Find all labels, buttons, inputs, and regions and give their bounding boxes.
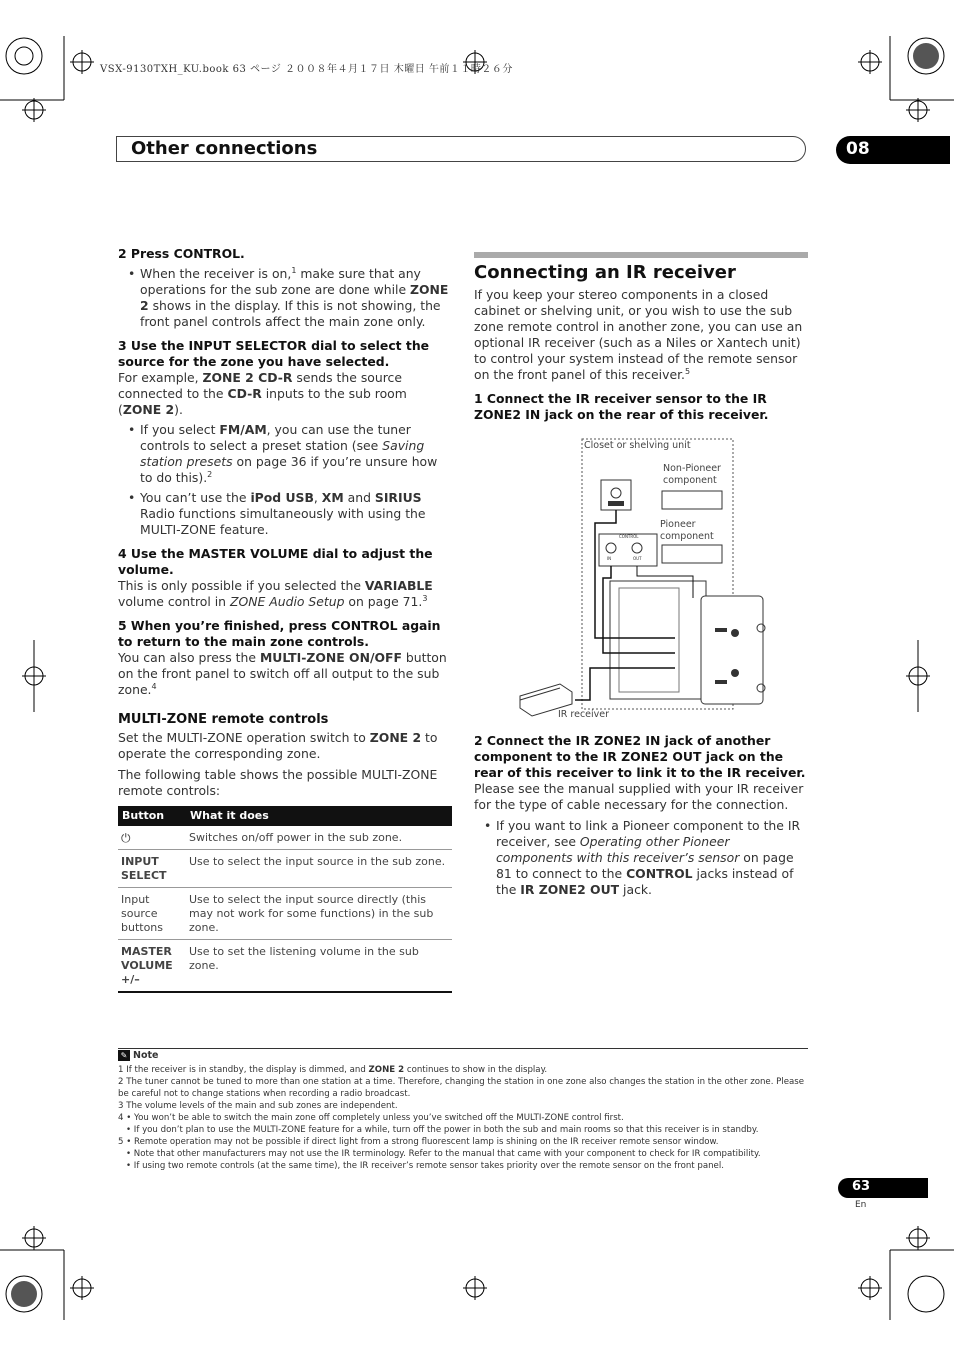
row-button: MASTER VOLUME +/–	[118, 940, 186, 993]
step2-bullet	[118, 266, 452, 330]
text: Pioneer	[660, 519, 696, 530]
ir-step2-title: 2 Connect the IR ZONE2 IN jack of another component to the IR ZONE2 OUT jack on the rear of this receiver to link it to the IR receiver.	[474, 733, 806, 780]
bold-text: SIRIUS	[374, 490, 422, 505]
text: This is only possible if you selected the	[118, 578, 365, 593]
note-3: 3 The volume levels of the main and sub zones are independent.	[118, 1101, 398, 1111]
text: You can also press the	[118, 650, 260, 665]
para1	[118, 730, 452, 762]
text: inputs to the sub room (	[118, 386, 407, 417]
connection-diagram	[515, 438, 775, 720]
label-control: CONTROL	[619, 534, 639, 539]
row-button: Input source buttons	[118, 888, 186, 940]
text: , you can use the tuner controls to select a preset station (see	[140, 422, 411, 453]
left-column	[118, 246, 452, 993]
footnote-ref: 3	[422, 593, 428, 603]
bold-text: CD-R	[227, 386, 262, 401]
bold-text: ZONE 2	[368, 1065, 405, 1075]
ir-step1-title: 1 Connect the IR receiver sensor to the IR ZONE2 IN jack on the rear of this receiver.	[474, 391, 769, 422]
ir-step2-text: Please see the manual supplied with your IR receiver for the type of cable necessary for the connection.	[474, 781, 804, 812]
section-rule	[474, 252, 808, 258]
text: on page 81 to connect to the	[496, 850, 794, 881]
text: component	[663, 475, 717, 486]
note-5c: • If using two remote controls (at the same time), the IR receiver’s remote sensor takes priority over the remote sensor on the front panel.	[126, 1161, 724, 1171]
note-5b: • Note that other manufacturers may not use the IR terminology. Refer to the manual that came with your component to check for IR compatibility.	[126, 1149, 761, 1159]
text: on page 71.	[344, 594, 423, 609]
label-out: OUT	[633, 556, 642, 561]
text: If you select	[140, 422, 220, 437]
text: If you keep your stereo components in a closed cabinet or shelving unit, or you wish to use the sub zone remote control in another zone, you can use an optional IR receiver (such as a Niles or Xantech unit) to control your system instead of the remote sensor on the front panel of this receiver.	[474, 287, 803, 382]
text: shows in the display. If this is not showing, the front panel controls affect the main zone only.	[140, 298, 441, 329]
note-2: 2 The tuner cannot be tuned to more than one station at a time. Therefore, changing the station in one zone also changes the station in the other zone. Please be careful not to change stations when recording a radio broadcast.	[118, 1077, 805, 1099]
intro-text	[474, 287, 808, 383]
bold-text: ZONE 2	[140, 282, 449, 313]
row-desc: Use to select the input source in the sub zone.	[186, 850, 452, 888]
text: If you want to link a Pioneer component to the IR receiver, see	[496, 818, 801, 849]
text: on page 36 if you’re unsure how to do this).	[140, 454, 438, 485]
step2-title: 2 Press CONTROL.	[118, 246, 245, 261]
text: to operate the corresponding zone.	[118, 730, 438, 761]
label-in: IN	[607, 556, 612, 561]
para2: The following table shows the possible MULTI-ZONE remote controls:	[118, 767, 438, 798]
row-desc: Switches on/off power in the sub zone.	[186, 826, 452, 850]
col-button: Button	[118, 806, 186, 826]
text: Set the MULTI-ZONE operation switch to	[118, 730, 370, 745]
text: and	[343, 490, 375, 505]
text: sends the source connected to the	[118, 370, 402, 401]
italic-text: Saving station presets	[140, 438, 425, 469]
bold-text: iPod USB	[250, 490, 314, 505]
power-icon: ⏻	[118, 826, 186, 850]
section-title: Connecting an IR receiver	[474, 262, 736, 283]
step4-text	[118, 578, 452, 610]
note-heading	[118, 1050, 808, 1062]
text: Non-Pioneer	[663, 463, 721, 474]
right-column-top	[474, 287, 808, 423]
table-row	[118, 888, 452, 940]
step3-text	[118, 370, 452, 418]
footnote-ref: 1	[291, 265, 297, 275]
bold-text: FM/AM	[219, 422, 267, 437]
print-info: VSX-9130TXH_KU.book 63 ページ ２００８年４月１７日 木曜日 午前１１時２６分	[100, 64, 513, 75]
text: Radio functions simultaneously with using the MULTI-ZONE feature.	[140, 506, 426, 537]
step3-title: 3 Use the INPUT SELECTOR dial to select the source for the zone you have selected.	[118, 338, 430, 369]
notes-rule	[118, 1048, 808, 1049]
text: continues to show in the display.	[404, 1065, 548, 1075]
chapter-number: 08	[846, 139, 870, 159]
text: ).	[174, 402, 183, 417]
table-row	[118, 850, 452, 888]
multizone-subhead: MULTI-ZONE remote controls	[118, 712, 329, 727]
text: You can’t use the	[140, 490, 251, 505]
page-language: En	[855, 1200, 867, 1210]
footnote-ref: 5	[684, 366, 691, 376]
text: make sure that any operations for the sub zone are done while	[140, 266, 421, 297]
table-header	[118, 806, 452, 826]
page-number: 63	[852, 1179, 871, 1194]
bold-text: ZONE 2 CD-R	[202, 370, 293, 385]
label-pioneer	[660, 519, 714, 543]
footnote-ref: 4	[151, 681, 157, 691]
diagram-drawing	[515, 438, 775, 720]
text: Note	[133, 1050, 159, 1061]
page-title: Other connections	[131, 138, 318, 159]
row-button: INPUT SELECT	[118, 850, 186, 888]
label-closet: Closet or shelving unit	[584, 440, 691, 451]
text: When the receiver is on,	[140, 266, 292, 281]
text: volume control in	[118, 594, 230, 609]
label-ir-receiver: IR receiver	[558, 709, 610, 720]
text: For example,	[118, 370, 203, 385]
step5-text	[118, 650, 452, 698]
row-desc: Use to set the listening volume in the sub zone.	[186, 940, 452, 993]
bold-text: XM	[321, 490, 344, 505]
text: jacks instead of the	[496, 866, 794, 897]
footnotes	[118, 1050, 808, 1172]
step3-bullet-1	[118, 422, 452, 486]
note-1	[118, 1064, 808, 1076]
label-non-pioneer	[663, 463, 721, 487]
bold-text: IR ZONE2 OUT	[520, 882, 620, 897]
footnote-ref: 2	[207, 469, 213, 479]
table-row	[118, 940, 452, 993]
bold-text: MULTI-ZONE ON/OFF	[259, 650, 402, 665]
right-column-bottom	[474, 733, 808, 898]
text: button on the front panel to switch off all output to the sub zone.	[118, 650, 447, 697]
text: jack.	[619, 882, 652, 897]
bold-text: ZONE 2	[122, 402, 175, 417]
step4-title: 4 Use the MASTER VOLUME dial to adjust the volume.	[118, 546, 433, 577]
note-icon: ✎	[118, 1050, 130, 1061]
table-row	[118, 826, 452, 850]
text: component	[660, 531, 714, 542]
italic-text: Operating other Pioneer components with this receiver’s sensor	[496, 834, 740, 865]
row-desc: Use to select the input source directly (this may not work for some functions) in the sub zone.	[186, 888, 452, 940]
text: ,	[313, 490, 322, 505]
note-5a: 5 • Remote operation may not be possible if direct light from a strong fluorescent lamp is shining on the IR receiver remote sensor window.	[118, 1137, 719, 1147]
bold-text: CONTROL	[626, 866, 693, 881]
ir-step2-bullet	[474, 818, 808, 898]
multizone-table	[118, 806, 452, 993]
bold-text: VARIABLE	[364, 578, 433, 593]
note-4a: 4 • You won’t be able to switch the main zone off completely unless you’ve switched off the MULTI-ZONE control first.	[118, 1113, 624, 1123]
col-desc: What it does	[186, 806, 452, 826]
note-4b: • If you don’t plan to use the MULTI-ZONE feature for a while, turn off the power in both the sub and main rooms so that this receiver is in standby.	[126, 1125, 759, 1135]
bold-text: ZONE 2	[369, 730, 422, 745]
text: 1 If the receiver is in standby, the display is dimmed, and	[118, 1065, 369, 1075]
step3-bullet-2	[118, 490, 452, 538]
italic-text: ZONE Audio Setup	[229, 594, 345, 609]
step5-title: 5 When you’re finished, press CONTROL again to return to the main zone controls.	[118, 618, 441, 649]
